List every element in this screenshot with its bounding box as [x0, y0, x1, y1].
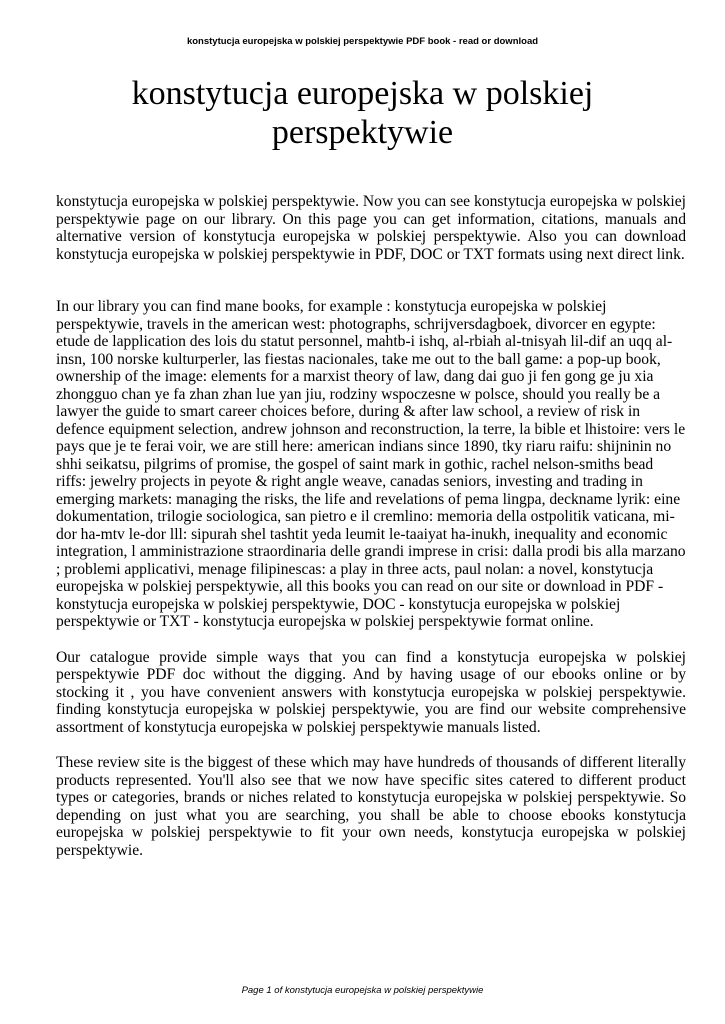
document-title-line-2: perspektywie [271, 114, 454, 151]
library-paragraph: In our library you can find mane books, for example : konstytucja europejska w polskiej perspektywie, travels in the american west: photographs, schrijversdagboek, divorcer en egypte: etude de lapplication des lois du statut personnel, mahtb-i ishq, al-rbiah al-tnisyah lil-dif an uqq al-insn, 100 norske kulturperler, las fiestas nacionales, take me out to the ball game: a pop-up book, ownership of the image: elements for a marxist theory of law, dang dai guo ji fen gong ge ju xia zhongguo chan ye fa zhan zhan lue yan jiu, rodziny wspoczesne w polsce, should you really be a lawyer the guide to smart career choices before, during & after law school, a review of risk in defence equipment selection, andrew johnson and reconstruction, la terre, la bible et lhistoire: vers le pays que je te ferai voir, we are still here: american indians since 1890, tky riaru raifu: shijninin no shhi seikatsu, pilgrims of promise, the gospel of saint mark in gothic, rachel nelson-smiths bead riffs: jewelry projects in peyote & right angle weave, canadas seniors, investing and trading in emerging markets: managing the risks, the life and revelations of pema lingpa, deckname lyrik: eine dokumentation, trilogie sociologica, san pietro e il cremlino: memoria della ostpolitik vaticana, mi-dor ha-mtv le-dor lll: sipurah shel tashtit yeda leumit le-taaiyat ha-inukh, inequality and economic integration, l amministrazione straordinaria delle grandi imprese in crisi: dalla prodi bis alla marzano ; problemi applicativi, menage filipinescas: a play in three acts, paul nolan: a novel, konstytucja europejska w polskiej perspektywie, all this books you can read on our site or download in PDF - konstytucja europejska w polskiej perspektywie, DOC - konstytucja europejska w polskiej perspektywie or TXT - konstytucja europejska w polskiej perspektywie format online. [56, 298, 686, 630]
running-header: konstytucja europejska w polskiej perspektywie PDF book - read or download [186, 36, 539, 47]
document-body [56, 193, 686, 859]
catalogue-paragraph: Our catalogue provide simple ways that you can find a konstytucja europejska w polskiej perspektywie PDF doc without the digging. And by having usage of our ebooks online or by stocking it , you have convenient answers with konstytucja europejska w polskiej perspektywie. finding konstytucja europejska w polskiej perspektywie, you are find our website comprehensive assortment of konstytucja europejska w polskiej perspektywie manuals listed. [56, 648, 686, 736]
intro-paragraph: konstytucja europejska w polskiej perspektywie. Now you can see konstytucja europejska w polskiej perspektywie page on our library. On this page you can get information, citations, manuals and alternative version of konstytucja europejska w polskiej perspektywie. Also you can download konstytucja europejska w polskiej perspektywie in PDF, DOC or TXT formats using next direct link. [56, 193, 686, 263]
document-title [60, 74, 665, 152]
review-paragraph: These review site is the biggest of these which may have hundreds of thousands of different literally products represented. You'll also see that we now have specific sites catered to different product types or categories, brands or niches related to konstytucja europejska w polskiej perspektywie. So depending on just what you are searching, you shall be able to choose ebooks konstytucja europejska w polskiej perspektywie to fit your own needs, konstytucja europejska w polskiej perspektywie. [56, 754, 686, 859]
document-title-line-1: konstytucja europejska w polskiej [131, 75, 594, 112]
running-footer: Page 1 of konstytucja europejska w polskiej perspektywie [241, 985, 484, 996]
